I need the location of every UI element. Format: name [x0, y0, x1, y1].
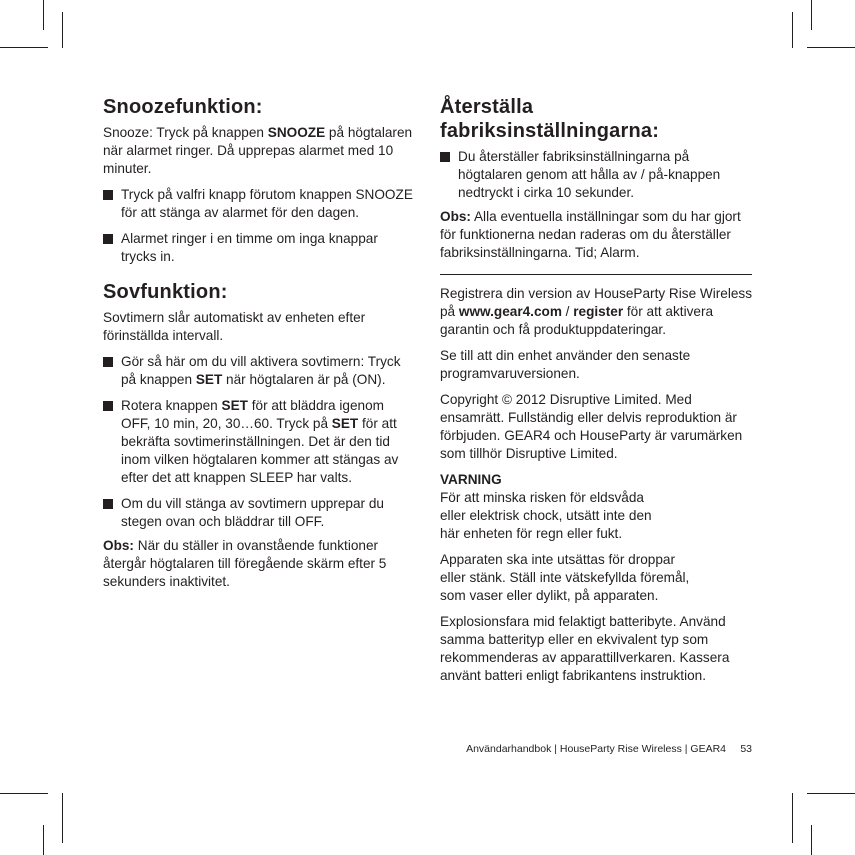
- sleep-section: [103, 280, 413, 591]
- list-item-text: Gör så här om du vill aktivera sovtimern: Tryck på knappen: [121, 354, 401, 387]
- drip-line: eller stänk. Ställ inte vätskefyllda föremål,: [440, 570, 690, 585]
- note-label: Obs:: [103, 538, 134, 553]
- list-item: [103, 186, 413, 222]
- sleep-list: [103, 353, 413, 531]
- page-number: 53: [740, 743, 752, 755]
- crop-mark: [811, 0, 812, 30]
- set-button-name: SET: [331, 416, 359, 431]
- snooze-intro: [103, 124, 413, 178]
- crop-mark: [792, 12, 793, 48]
- crop-mark: [811, 825, 812, 855]
- square-bullet-icon: [103, 234, 113, 244]
- snooze-heading: Snoozefunktion:: [103, 96, 263, 118]
- crop-mark: [0, 793, 48, 794]
- crop-mark: [807, 793, 855, 794]
- link-separator: /: [561, 304, 574, 319]
- website-link[interactable]: www.gear4.com: [458, 304, 562, 319]
- reset-note: [440, 208, 752, 262]
- crop-mark: [0, 47, 48, 48]
- list-item-text: Rotera knappen: [121, 398, 222, 413]
- set-button-name: SET: [221, 398, 248, 413]
- crop-mark: [62, 793, 63, 843]
- software-text: Se till att din enhet använder den senaste programvaruversionen.: [440, 348, 691, 381]
- snooze-intro-text-end: på högtalaren när alarmet ringer. Då upprepas alarmet med 10 minuter.: [103, 125, 413, 176]
- divider: [440, 274, 752, 275]
- list-item: [103, 495, 413, 531]
- crop-mark: [62, 12, 63, 48]
- reset-section: [440, 95, 752, 262]
- copyright-text: Copyright © 2012 Disruptive Limited. Med ensamrätt. Fullständig eller delvis reproduktion är förbjuden. GEAR4 och HouseParty är varumärken som tillhör Disruptive Limited.: [440, 392, 743, 461]
- warning-title: VARNING: [440, 472, 502, 487]
- list-item-text: Om du vill stänga av sovtimern upprepar du stegen ovan och bläddrar till OFF.: [121, 496, 384, 529]
- reset-list: [440, 148, 752, 202]
- snooze-list: [103, 186, 413, 266]
- set-button-name: SET: [195, 372, 223, 387]
- sleep-heading: Sovfunktion:: [103, 281, 228, 303]
- drip-line: Apparaten ska inte utsättas för droppar: [440, 552, 676, 567]
- drip-line: som vaser eller dylikt, på apparaten.: [440, 588, 659, 603]
- drip-warning: [440, 551, 752, 605]
- footer-text: Användarhandbok | HouseParty Rise Wireless | GEAR4: [466, 743, 726, 755]
- list-item: [103, 353, 413, 389]
- note-text: Alla eventuella inställningar som du har gjort för funktionerna nedan raderas om du återställer fabriksinställningarna. Tid; Alarm.: [440, 209, 741, 260]
- list-item-text-end: när högtalaren är på (ON).: [222, 372, 386, 387]
- square-bullet-icon: [103, 499, 113, 509]
- warning-line: För att minska risken för eldsvåda: [440, 490, 644, 505]
- list-item: [103, 230, 413, 266]
- list-item-text-end: för att bekräfta sovtimerinställningen. Det är den tid inom vilken högtalaren kommer att stängas av efter det att knappen SLEEP har valts.: [121, 416, 399, 485]
- sleep-note: [103, 537, 413, 591]
- warning-block: [440, 471, 752, 543]
- warning-line: eller elektrisk chock, utsätt inte den: [440, 508, 652, 523]
- list-item-text-mid: för att bläddra igenom OFF, 10 min, 20, 30…60. Tryck på: [121, 398, 384, 431]
- register-text-end: för att aktivera garantin och få produktuppdateringar.: [440, 304, 714, 337]
- square-bullet-icon: [103, 190, 113, 200]
- register-text-start: Registrera din version av HouseParty Rise Wireless på: [440, 286, 753, 319]
- list-item-text: Alarmet ringer i en timme om inga knappar trycks in.: [121, 231, 378, 264]
- battery-warning: Explosionsfara mid felaktigt batteribyte. Använd samma batterityp eller en ekvivalent typ som rekommenderas av apparattillverkaren. Kassera använt batteri enligt fabrikantens instruktion.: [440, 614, 730, 683]
- crop-mark: [43, 0, 44, 30]
- note-label: Obs:: [440, 209, 471, 224]
- snooze-intro-text: Snooze: Tryck på knappen: [103, 125, 268, 140]
- register-text: [440, 285, 752, 339]
- warning-line: här enheten för regn eller fukt.: [440, 526, 623, 541]
- list-item: [103, 397, 413, 487]
- crop-mark: [792, 793, 793, 843]
- right-column: [440, 95, 752, 693]
- snooze-section: [103, 95, 413, 266]
- sleep-intro: Sovtimern slår automatiskt av enheten efter förinställda intervall.: [103, 310, 366, 343]
- note-text: När du ställer in ovanstående funktioner återgår högtalaren till föregående skärm efter 5 sekunders inaktivitet.: [103, 538, 387, 589]
- square-bullet-icon: [103, 357, 113, 367]
- list-item-text: Tryck på valfri knapp förutom knappen SNOOZE för att stänga av alarmet för den dagen.: [121, 187, 413, 220]
- snooze-button-name: SNOOZE: [267, 125, 326, 140]
- left-column: [103, 95, 413, 599]
- list-item: [440, 148, 752, 202]
- crop-mark: [43, 825, 44, 855]
- reset-heading: Återställa fabriksinställningarna:: [440, 96, 660, 142]
- square-bullet-icon: [440, 152, 450, 162]
- crop-mark: [807, 47, 855, 48]
- register-link[interactable]: register: [573, 304, 624, 319]
- square-bullet-icon: [103, 401, 113, 411]
- list-item-text: Du återställer fabriksinställningarna på högtalaren genom att hålla av / på-knappen nedtryckt i cirka 10 sekunder.: [458, 149, 721, 200]
